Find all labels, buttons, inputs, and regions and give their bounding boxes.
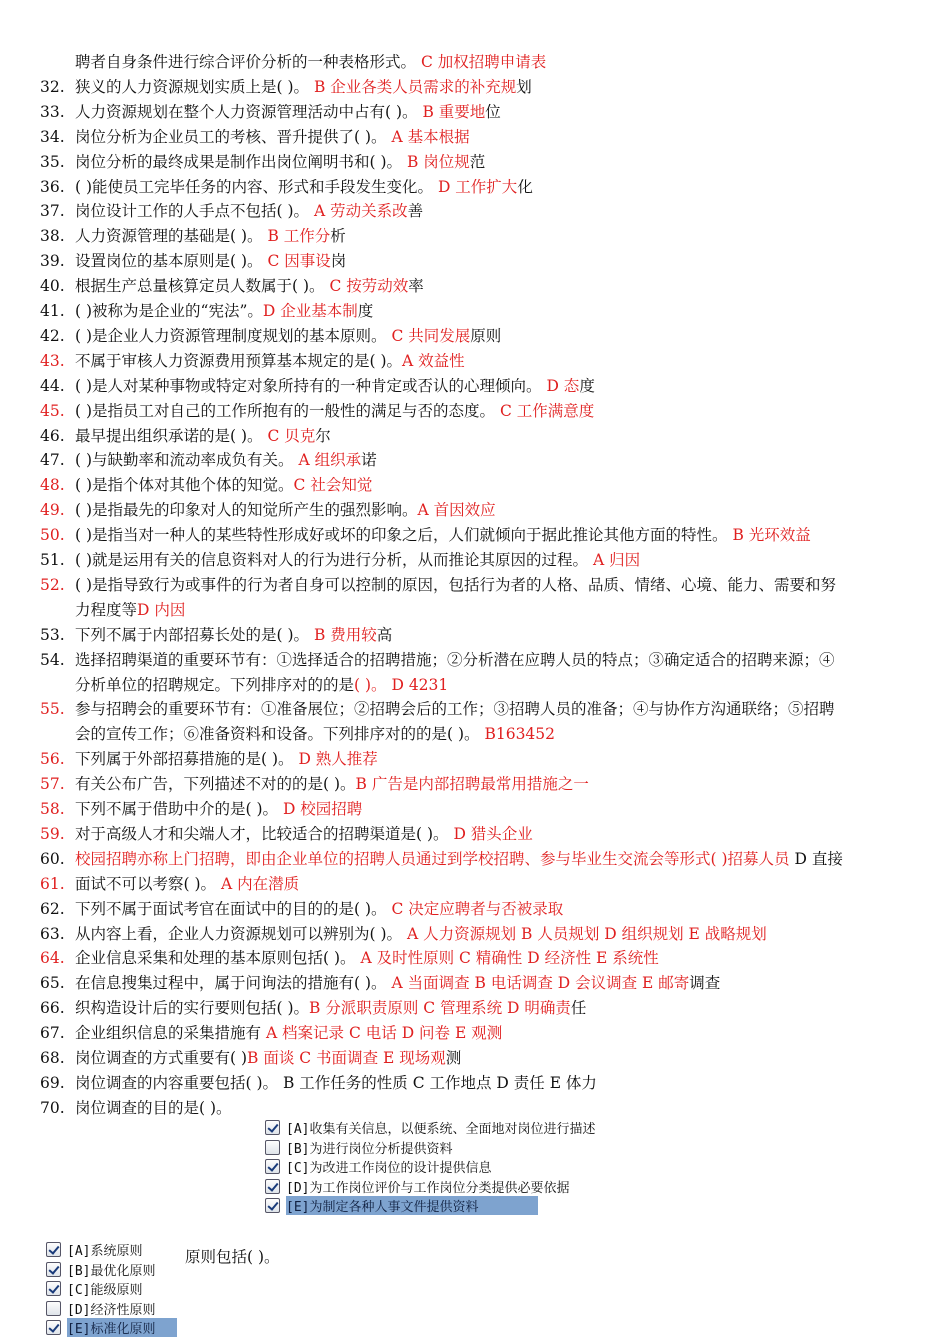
question-text: 企业信息采集和处理的基本原则包括( )。 <box>75 949 361 968</box>
question-number: 39. <box>40 252 65 271</box>
checkbox-option[interactable] <box>265 1157 595 1177</box>
question-text: 选择招聘渠道的重要环节有：①选择适合的招聘措施；②分析潜在应聘人员的特点；③确定适合的招聘来源；④ <box>75 650 835 669</box>
answer-text: B 费用较 <box>313 625 377 644</box>
checkbox-label: [A]系统原则 <box>67 1244 143 1260</box>
answer-text: B 光环效益 <box>732 526 811 545</box>
question-number: 55. <box>40 700 65 719</box>
question-number: 51. <box>40 551 65 569</box>
checkbox-label: [E]为制定各种人事文件提供资料 <box>286 1196 538 1215</box>
question-number: 52. <box>40 575 65 594</box>
answer-text: A 归因 <box>592 551 641 569</box>
answer-text: D 企业基本制 <box>262 302 358 320</box>
question-number: 46. <box>40 426 65 445</box>
question-text: ( )是人对某种事物或特定对象所持有的一种肯定或否认的心理倾向。 <box>75 376 547 395</box>
question-text: 岗位调查的目的是( )。 <box>75 1098 232 1117</box>
question-line <box>75 996 907 1021</box>
question-number: 43. <box>40 351 65 370</box>
answer-text: B 企业各类人员需求的补充规 <box>313 77 517 96</box>
question-number: 45. <box>40 401 65 420</box>
answer-text: B 工作分 <box>267 227 331 246</box>
question-number: 42. <box>40 326 65 345</box>
question-line <box>75 100 907 125</box>
question-text: ( )是指导致行为或事件的行为者自身可以控制的原因，包括行为者的人格、品质、情绪、心境、能力、需要和努 <box>75 575 837 594</box>
question-line <box>75 573 907 598</box>
question-line <box>75 946 907 971</box>
question-text: 人力资源管理的基础是( )。 <box>75 227 268 246</box>
question-number: 58. <box>40 800 65 818</box>
question-text: 岗位分析的最终成果是制作出岗位阐明书和( )。 <box>75 152 407 171</box>
question-number: 40. <box>40 277 65 296</box>
checkbox-checked-icon[interactable] <box>265 1120 280 1135</box>
question-number: 33. <box>40 102 65 121</box>
checkbox-label: [D]经济性原则 <box>67 1302 156 1318</box>
answer-text: 校园招聘亦称上门招聘，即由企业单位的招聘人员通过到学校招聘、参与毕业生交流会等形式( )招募人员 <box>75 849 790 868</box>
checkbox-label: [E]标准化原则 <box>67 1318 177 1337</box>
question-line <box>75 75 907 100</box>
question-number: 49. <box>40 501 65 520</box>
question-text: ( )就是运用有关的信息资料对人的行为进行分析，从而推论其原因的过程。 <box>75 551 593 569</box>
answer-text: A 档案记录 C 电话 D 问卷 E 观测 <box>265 1024 503 1043</box>
question-text: ( )与缺勤率和流动率成负有关。 <box>75 451 299 470</box>
question-text: ( )是指员工对自己的工作所抱有的一般性的满足与否的态度。 <box>75 401 500 420</box>
answer-tail: 诺 <box>361 451 377 470</box>
question-number: 66. <box>40 999 65 1018</box>
question-line <box>75 1021 907 1046</box>
answer-text: B 广告是内部招聘最常用措施之一 <box>355 775 589 794</box>
question-line <box>75 125 907 150</box>
question-line <box>75 274 907 299</box>
question-line <box>75 175 907 200</box>
question-line <box>75 498 907 523</box>
answer-text: A 首因效应 <box>417 501 496 520</box>
answer-text: B163452 <box>484 725 556 744</box>
question-text: 参与招聘会的重要环节有：①准备展位；②招聘会后的工作；③招聘人员的准备；④与协作方沟通联络；⑤招聘 <box>75 700 835 719</box>
question-line <box>75 399 907 424</box>
answer-tail: 测 <box>445 1049 462 1067</box>
answer-text: C 决定应聘者与否被录取 <box>391 899 564 918</box>
checkbox-label: [C]为改进工作岗位的设计提供信息 <box>286 1161 492 1177</box>
answer-text: A 组织承 <box>298 451 362 470</box>
answer-tail: 析 <box>330 227 346 246</box>
question-line <box>75 971 907 996</box>
question-line <box>75 1071 907 1096</box>
question-line <box>75 448 907 473</box>
answer-text: A 人力资源规划 B 人员规划 D 组织规划 E 战略规划 <box>406 924 767 943</box>
question-number: 36. <box>40 177 65 196</box>
question-line <box>75 424 907 449</box>
answer-tail: 度 <box>579 376 595 395</box>
question-number: 47. <box>40 451 65 470</box>
answer-text: C 因事设 <box>267 252 331 271</box>
question-line <box>75 249 907 274</box>
question-line <box>75 797 907 822</box>
answer-tail: 任 <box>570 999 587 1018</box>
question-line <box>75 224 907 249</box>
answer-text: D 工作扩大 <box>437 177 518 196</box>
answer-tail: 善 <box>407 202 424 221</box>
checkbox-label: [B]为进行岗位分析提供资料 <box>286 1141 453 1157</box>
question-line <box>75 473 907 498</box>
answer-text: C 工作满意度 <box>499 401 595 420</box>
question-number: 50. <box>40 526 65 545</box>
checkbox-unchecked-icon[interactable] <box>265 1140 280 1155</box>
question-text: 面试不可以考察( )。 <box>75 874 221 893</box>
question-line <box>75 374 907 399</box>
question-number: 44. <box>40 376 65 395</box>
answer-tail: 原则 <box>470 326 502 345</box>
question-line <box>75 747 907 772</box>
answer-tail: 划 <box>516 77 532 96</box>
answer-text: D 校园招聘 <box>282 800 363 818</box>
question-text: ( )是指当对一种人的某些特性形成好或坏的印象之后，人们就倾向于据此推论其他方面的特性。 <box>75 526 733 545</box>
question-line <box>75 150 907 175</box>
question-text: ( )能使员工完毕任务的内容、形式和手段发生变化。 <box>75 177 438 196</box>
checkbox-checked-icon[interactable] <box>46 1242 61 1257</box>
question-text: 会的宣传工作；⑥准备资料和设备。下列排序对的的是( )。 <box>75 725 485 744</box>
question-number: 63. <box>40 924 65 943</box>
checkbox-option[interactable] <box>46 1279 177 1299</box>
question-number: 35. <box>40 152 65 171</box>
question-line <box>75 523 907 548</box>
question-number: 69. <box>40 1073 65 1092</box>
checklist-principles <box>46 1240 177 1338</box>
question-line <box>75 623 907 648</box>
question-line <box>75 722 907 747</box>
question-number: 61. <box>40 874 65 893</box>
question-text: 岗位设计工作的人手点不包括( )。 <box>75 202 314 221</box>
question-number: 32. <box>40 77 65 96</box>
question-number: 48. <box>40 476 65 495</box>
checkbox-option[interactable] <box>46 1260 177 1280</box>
checklist-question-70 <box>265 1118 595 1216</box>
question-number: 59. <box>40 824 65 843</box>
answer-tail: 调查 <box>689 974 721 993</box>
answer-tail: 岗 <box>330 252 347 271</box>
checkbox-label: [D]为工作岗位评价与工作岗位分类提供必要依据 <box>286 1180 570 1196</box>
checkbox-checked-icon[interactable] <box>265 1179 280 1194</box>
question-line <box>75 299 907 324</box>
question-text: 下列属于外部招募措施的是( )。 <box>75 750 299 769</box>
answer-text: A 及时性原则 C 精确性 D 经济性 E 系统性 <box>360 949 659 968</box>
question-number: 54. <box>40 650 65 669</box>
question-number: 34. <box>40 127 65 146</box>
question-text: 岗位调查的方式重要有( ) <box>75 1049 248 1067</box>
answer-text: C 共同发展 <box>391 326 471 345</box>
checkbox-option[interactable] <box>265 1118 595 1138</box>
checkbox-option[interactable] <box>265 1138 595 1158</box>
checkbox-label: [B]最优化原则 <box>67 1263 156 1279</box>
question-text: 对于高级人才和尖端人才，比较适合的招聘渠道是( )。 <box>75 824 454 843</box>
question-number: 38. <box>40 227 65 246</box>
question-line <box>75 199 907 224</box>
question-text: 织构造设计后的实行要则包括( )。 <box>75 999 310 1018</box>
answer-text: A 内在潜质 <box>220 874 300 893</box>
answer-text: D 熟人推荐 <box>298 750 378 769</box>
checkbox-checked-icon[interactable] <box>265 1159 280 1174</box>
question-text: 不属于审核人力资源费用预算基本规定的是( )。 <box>75 351 403 370</box>
checkbox-option[interactable] <box>265 1196 595 1216</box>
question-line <box>75 697 907 722</box>
question-line <box>75 822 907 847</box>
question-line <box>75 673 907 698</box>
question-text: 岗位调查的内容重要包括( )。 B 工作任务的性质 C 工作地点 D 责任 E 体力 <box>75 1073 597 1092</box>
question-line <box>75 50 907 75</box>
question-line <box>75 847 907 872</box>
question-text: 设置岗位的基本原则是( )。 <box>75 252 268 271</box>
checkbox-label: [C]能级原则 <box>67 1283 143 1299</box>
checkbox-option[interactable] <box>46 1318 177 1338</box>
checkbox-checked-icon[interactable] <box>46 1281 61 1296</box>
question-text: 下列不属于借助中介的是( )。 <box>75 800 283 818</box>
answer-text: B 岗位规 <box>406 152 470 171</box>
answer-tail: 高 <box>376 625 393 644</box>
question-number: 64. <box>40 949 65 968</box>
question-text: 狭义的人力资源规划实质上是( )。 <box>75 77 314 96</box>
answer-text: A 效益性 <box>402 351 465 370</box>
answer-text: B 分派职责原则 C 管理系统 D 明确责 <box>309 999 571 1018</box>
question-text: 根据生产总量核算定员人数属于( )。 <box>75 277 330 296</box>
answer-text: A 当面调查 B 电话调查 D 会议调查 E 邮寄 <box>391 974 690 993</box>
checkbox-option[interactable] <box>46 1299 177 1319</box>
question-line <box>75 922 907 947</box>
checkbox-checked-icon[interactable] <box>265 1198 280 1213</box>
question-number: 37. <box>40 202 65 221</box>
answer-tail: 尔 <box>315 426 331 445</box>
answer-text: A 劳动关系改 <box>313 202 408 221</box>
question-line <box>75 1046 907 1071</box>
question-number: 57. <box>40 775 65 794</box>
question-line <box>75 349 907 374</box>
question-line <box>75 324 907 349</box>
question-line <box>75 897 907 922</box>
answer-tail: 范 <box>469 152 486 171</box>
question-text: 分析单位的招聘规定。下列排序对的的是 <box>75 675 355 694</box>
question-number: 53. <box>40 625 65 644</box>
question-number: 65. <box>40 974 65 993</box>
question-number: 67. <box>40 1024 65 1043</box>
question-text: 下列不属于面试考官在面试中的目的的是( )。 <box>75 899 392 918</box>
answer-text: C 按劳动效 <box>329 277 409 296</box>
question-text: 下列不属于内部招募长处的是( )。 <box>75 625 314 644</box>
answer-tail: 位 <box>485 102 501 121</box>
question-text: ( )是指最先的印象对人的知觉所产生的强烈影响。 <box>75 501 418 520</box>
answer-text: D 内因 <box>137 600 186 619</box>
question-text: 有关公布广告，下列描述不对的的是( )。 <box>75 775 356 794</box>
question-text: 从内容上看，企业人力资源规划可以辨别为( )。 <box>75 924 407 943</box>
answer-text: C 加权招聘申请表 <box>420 53 547 71</box>
question-text: ( )是企业人力资源管理制度规划的基本原则。 <box>75 326 392 345</box>
answer-text: C 社会知觉 <box>293 476 373 495</box>
question-text: 在信息搜集过程中，属于问询法的措施有( )。 <box>75 974 392 993</box>
answer-tail: 度 <box>357 302 374 320</box>
question-text: 人力资源规划在整个人力资源管理活动中占有( )。 <box>75 102 423 121</box>
question-text: 聘者自身条件进行综合评价分析的一种表格形式。 <box>75 53 421 71</box>
question-line <box>75 872 907 897</box>
question-line <box>75 648 907 673</box>
answer-text: B 面谈 C 书面调查 E 现场观 <box>247 1049 446 1067</box>
question-line <box>75 598 907 623</box>
checkbox-option[interactable] <box>46 1240 177 1260</box>
question-text: 企业组织信息的采集措施有 <box>75 1024 266 1043</box>
question-number: 70. <box>40 1098 65 1117</box>
answer-text: ( )。 D 4231 <box>354 675 449 694</box>
answer-tail: 化 <box>517 177 533 196</box>
tail-question-text: 原则包括( )。 <box>185 1248 280 1266</box>
question-line <box>75 548 907 573</box>
answer-text: D 态 <box>546 376 580 395</box>
question-number: 62. <box>40 899 65 918</box>
answer-text: B 重要地 <box>422 102 486 121</box>
answer-tail: D 直接 <box>789 849 843 868</box>
question-text: 岗位分析为企业员工的考核、晋升提供了( )。 <box>75 127 392 146</box>
checkbox-unchecked-icon[interactable] <box>46 1301 61 1316</box>
question-text: ( )是指个体对其他个体的知觉。 <box>75 476 294 495</box>
question-number: 56. <box>40 750 65 769</box>
question-line <box>75 772 907 797</box>
answer-text: A 基本根据 <box>391 127 470 146</box>
question-text: ( )被称为是企业的“宪法”。 <box>75 302 263 320</box>
question-number: 68. <box>40 1049 65 1067</box>
checkbox-option[interactable] <box>265 1177 595 1197</box>
checkbox-checked-icon[interactable] <box>46 1320 61 1335</box>
checkbox-label: [A]收集有关信息，以便系统、全面地对岗位进行描述 <box>286 1122 596 1138</box>
question-text: 最早提出组织承诺的是( )。 <box>75 426 268 445</box>
checkbox-checked-icon[interactable] <box>46 1262 61 1277</box>
question-number: 41. <box>40 302 65 320</box>
answer-tail: 率 <box>408 277 424 296</box>
question-number: 60. <box>40 849 65 868</box>
answer-text: C 贝克 <box>267 426 316 445</box>
answer-text: D 猎头企业 <box>453 824 533 843</box>
question-text: 力程度等 <box>75 600 138 619</box>
